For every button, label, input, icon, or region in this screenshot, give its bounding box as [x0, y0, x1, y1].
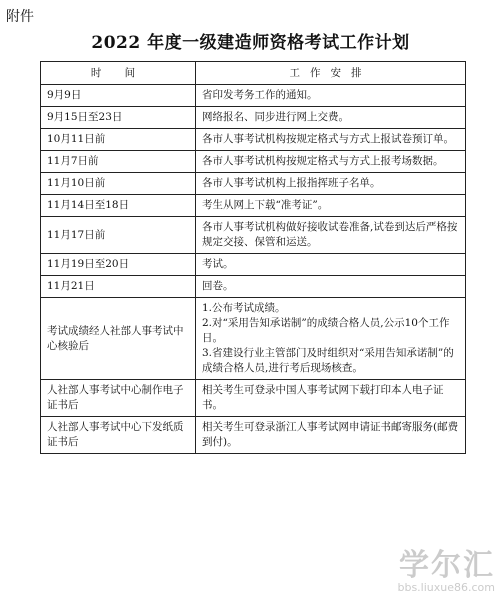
table-row — [41, 173, 466, 195]
task-step: 2.对“采用告知承诺制”的成绩合格人员,公示10个工作日。 — [202, 317, 450, 344]
row-task: 考试。 — [196, 254, 466, 276]
row-task: 省印发考务工作的通知。 — [196, 85, 466, 107]
table-row — [41, 417, 466, 454]
row-task: 回卷。 — [196, 276, 466, 298]
header-time: 时 间 — [41, 62, 196, 85]
row-task: 各市人事考试机构按规定格式与方式上报试卷预订单。 — [196, 129, 466, 151]
table-row — [41, 85, 466, 107]
table-row — [41, 129, 466, 151]
row-task: 相关考生可登录中国人事考试网下载打印本人电子证书。 — [196, 380, 466, 417]
row-task: 各市人事考试机构做好接收试卷准备,试卷到达后严格按规定交接、保管和运送。 — [196, 217, 466, 254]
document-title: 2022 年度一级建造师资格考试工作计划 — [91, 33, 410, 53]
row-time: 11月17日前 — [41, 217, 196, 254]
table-row — [41, 254, 466, 276]
row-task-steps — [196, 298, 466, 380]
row-task: 考生从网上下载“准考证”。 — [196, 195, 466, 217]
header-task: 工作安排 — [196, 62, 466, 85]
row-task: 各市人事考试机构上报指挥班子名单。 — [196, 173, 466, 195]
attachment-label: 附件 — [6, 9, 34, 25]
row-time: 11月19日至20日 — [41, 254, 196, 276]
table-row — [41, 195, 466, 217]
table-row — [41, 107, 466, 129]
schedule-table — [40, 61, 466, 454]
watermark-url: bbs.liuxue86.com — [397, 581, 495, 594]
row-time: 考试成绩经人社部人事考试中心核验后 — [41, 298, 196, 380]
table-header-row — [41, 62, 466, 85]
site-watermark — [397, 550, 495, 594]
table-row — [41, 151, 466, 173]
row-time: 9月15日至23日 — [41, 107, 196, 129]
row-time: 9月9日 — [41, 85, 196, 107]
table-row — [41, 298, 466, 380]
row-task: 各市人事考试机构按规定格式与方式上报考场数据。 — [196, 151, 466, 173]
task-step: 1.公布考试成绩。 — [202, 302, 286, 314]
row-time: 人社部人事考试中心下发纸质证书后 — [41, 417, 196, 454]
row-time: 11月14日至18日 — [41, 195, 196, 217]
table-row — [41, 217, 466, 254]
row-time: 10月11日前 — [41, 129, 196, 151]
table-row — [41, 380, 466, 417]
row-time: 11月7日前 — [41, 151, 196, 173]
row-time: 11月10日前 — [41, 173, 196, 195]
table-row — [41, 276, 466, 298]
row-task: 相关考生可登录浙江人事考试网申请证书邮寄服务(邮费到付)。 — [196, 417, 466, 454]
watermark-logo: 学尔汇 — [399, 548, 495, 583]
row-time: 人社部人事考试中心制作电子证书后 — [41, 380, 196, 417]
row-time: 11月21日 — [41, 276, 196, 298]
row-task: 网络报名、同步进行网上交费。 — [196, 107, 466, 129]
task-step: 3.省建设行业主管部门及时组织对“采用告知承诺制”的成绩合格人员,进行考后现场核查。 — [202, 347, 454, 374]
